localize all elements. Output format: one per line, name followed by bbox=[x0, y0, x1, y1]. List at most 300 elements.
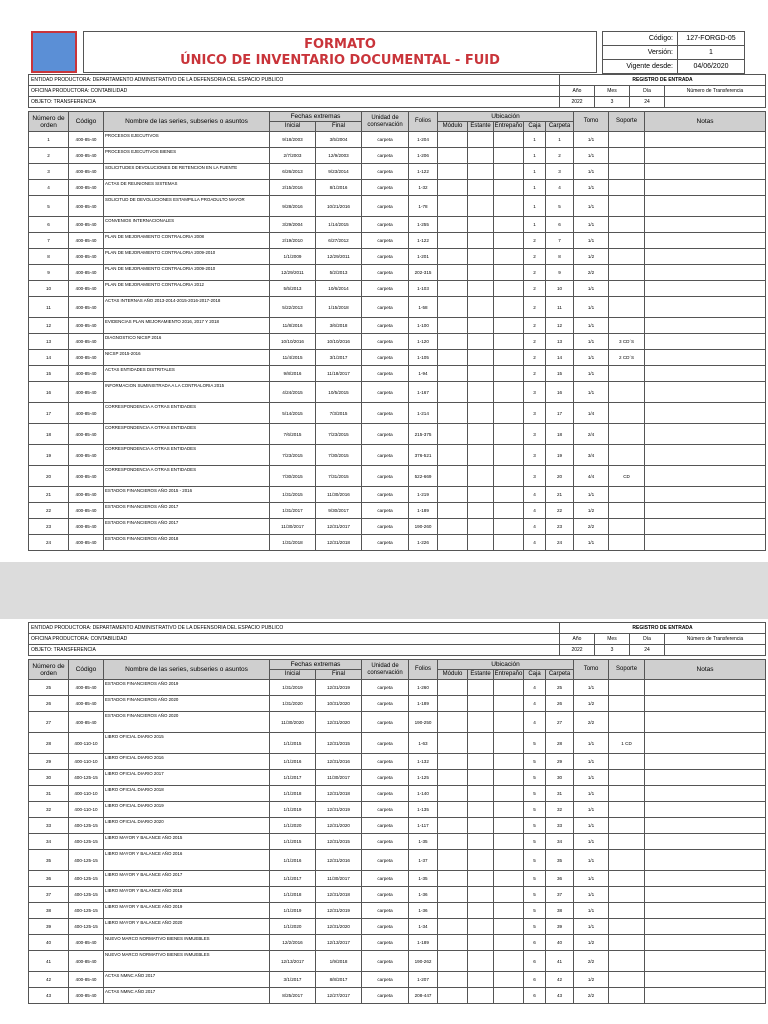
cell-codigo: 400-85-40 bbox=[69, 712, 104, 733]
cell-numero-orden: 16 bbox=[29, 382, 69, 403]
objeto: OBJETO: TRANSFERENCIA bbox=[29, 645, 560, 656]
cell-entrepano bbox=[494, 786, 524, 802]
cell-nombre-serie: ESTADOS FINANCIEROS AÑO 2015 - 2016 bbox=[104, 487, 270, 503]
cell-tomo: 1/1 bbox=[574, 903, 609, 919]
cell-estante bbox=[468, 503, 494, 519]
cell-fecha-final: 12/31/2018 bbox=[316, 535, 362, 551]
cell-entrepano bbox=[494, 164, 524, 180]
cell-nombre-serie: SOLICITUDES DEVOLUCIONES DE RETENCION EN LA FUENTE bbox=[104, 164, 270, 180]
cell-folios: 1-35 bbox=[409, 871, 438, 887]
cell-notas bbox=[645, 680, 766, 696]
col-tomo: Tomo bbox=[574, 112, 609, 132]
table-row bbox=[29, 988, 766, 1004]
cell-tomo: 2/2 bbox=[574, 519, 609, 535]
cell-fecha-inicial: 7/6/2015 bbox=[270, 424, 316, 445]
col-carpeta: Carpeta bbox=[546, 122, 574, 132]
cell-entrepano bbox=[494, 180, 524, 196]
cell-carpeta: 33 bbox=[546, 818, 574, 834]
cell-tomo: 1/1 bbox=[574, 770, 609, 786]
cell-tomo: 1/1 bbox=[574, 802, 609, 818]
cell-estante bbox=[468, 318, 494, 334]
cell-soporte bbox=[609, 196, 645, 217]
cell-numero-orden: 23 bbox=[29, 519, 69, 535]
cell-notas bbox=[645, 834, 766, 850]
cell-caja: 4 bbox=[524, 519, 546, 535]
cell-codigo: 400-85-40 bbox=[69, 297, 104, 318]
cell-fecha-final: 1/9/2018 bbox=[316, 951, 362, 972]
cell-modulo bbox=[438, 786, 468, 802]
cell-soporte bbox=[609, 802, 645, 818]
cell-fecha-inicial: 3/29/2004 bbox=[270, 217, 316, 233]
cell-modulo bbox=[438, 281, 468, 297]
cell-estante bbox=[468, 887, 494, 903]
cell-modulo bbox=[438, 712, 468, 733]
cell-soporte: 2 CD´S bbox=[609, 350, 645, 366]
cell-caja: 5 bbox=[524, 834, 546, 850]
cell-codigo: 400-85-40 bbox=[69, 424, 104, 445]
cell-codigo: 400-85-40 bbox=[69, 951, 104, 972]
cell-notas bbox=[645, 786, 766, 802]
cell-folios: 190-262 bbox=[409, 951, 438, 972]
cell-soporte bbox=[609, 318, 645, 334]
cell-tomo: 1/1 bbox=[574, 919, 609, 935]
title-line-2: ÚNICO DE INVENTARIO DOCUMENTAL - FUID bbox=[180, 53, 500, 68]
cell-nombre-serie: CONVENIOS INTERNACIONALES bbox=[104, 217, 270, 233]
cell-unidad: carpeta bbox=[362, 818, 409, 834]
cell-notas bbox=[645, 487, 766, 503]
cell-entrepano bbox=[494, 770, 524, 786]
cell-fecha-inicial: 12/13/2017 bbox=[270, 951, 316, 972]
cell-modulo bbox=[438, 445, 468, 466]
cell-entrepano bbox=[494, 519, 524, 535]
cell-caja: 5 bbox=[524, 770, 546, 786]
cell-fecha-inicial: 1/1/2015 bbox=[270, 834, 316, 850]
meta-value: 127-FORGD-05 bbox=[678, 32, 745, 46]
cell-folios: 1-105 bbox=[409, 350, 438, 366]
form-title bbox=[83, 31, 597, 73]
cell-fecha-final: 7/23/2015 bbox=[316, 424, 362, 445]
cell-soporte bbox=[609, 132, 645, 148]
cell-notas bbox=[645, 217, 766, 233]
col-caja: Caja bbox=[524, 670, 546, 680]
cell-caja: 5 bbox=[524, 818, 546, 834]
cell-notas bbox=[645, 382, 766, 403]
table-row bbox=[29, 382, 766, 403]
cell-notas bbox=[645, 265, 766, 281]
cell-unidad: carpeta bbox=[362, 424, 409, 445]
table-row bbox=[29, 487, 766, 503]
cell-caja: 4 bbox=[524, 503, 546, 519]
table-row bbox=[29, 350, 766, 366]
cell-carpeta: 22 bbox=[546, 503, 574, 519]
cell-soporte bbox=[609, 503, 645, 519]
cell-tomo: 2/4 bbox=[574, 424, 609, 445]
cell-soporte bbox=[609, 680, 645, 696]
cell-tomo: 1/1 bbox=[574, 233, 609, 249]
cell-nombre-serie: ACTAS NMNC AÑO 2017 bbox=[104, 988, 270, 1004]
cell-folios: 1-135 bbox=[409, 802, 438, 818]
cell-tomo: 1/1 bbox=[574, 180, 609, 196]
cell-notas bbox=[645, 297, 766, 318]
cell-fecha-final: 11/30/2017 bbox=[316, 770, 362, 786]
cell-estante bbox=[468, 754, 494, 770]
cell-tomo: 2/2 bbox=[574, 951, 609, 972]
cell-modulo bbox=[438, 318, 468, 334]
cell-tomo: 1/2 bbox=[574, 503, 609, 519]
cell-entrepano bbox=[494, 696, 524, 712]
cell-carpeta: 16 bbox=[546, 382, 574, 403]
cell-estante bbox=[468, 334, 494, 350]
cell-modulo bbox=[438, 334, 468, 350]
cell-fecha-inicial: 2/7/2003 bbox=[270, 148, 316, 164]
cell-numero-orden: 26 bbox=[29, 696, 69, 712]
cell-caja: 5 bbox=[524, 887, 546, 903]
cell-entrepano bbox=[494, 935, 524, 951]
cell-numero-orden: 8 bbox=[29, 249, 69, 265]
cell-entrepano bbox=[494, 951, 524, 972]
cell-entrepano bbox=[494, 217, 524, 233]
meta-label: Vigente desde: bbox=[603, 60, 678, 74]
cell-carpeta: 31 bbox=[546, 786, 574, 802]
cell-nombre-serie: DIAGNOSTICO NICSP 2016 bbox=[104, 334, 270, 350]
cell-fecha-final: 12/31/2019 bbox=[316, 680, 362, 696]
cell-numero-orden: 33 bbox=[29, 818, 69, 834]
cell-carpeta: 40 bbox=[546, 935, 574, 951]
cell-fecha-inicial: 11/4/2015 bbox=[270, 350, 316, 366]
cell-caja: 3 bbox=[524, 403, 546, 424]
cell-caja: 6 bbox=[524, 988, 546, 1004]
cell-carpeta: 12 bbox=[546, 318, 574, 334]
cell-entrepano bbox=[494, 754, 524, 770]
cell-numero-orden: 20 bbox=[29, 466, 69, 487]
cell-unidad: carpeta bbox=[362, 318, 409, 334]
cell-notas bbox=[645, 180, 766, 196]
cell-tomo: 1/1 bbox=[574, 733, 609, 754]
cell-modulo bbox=[438, 818, 468, 834]
cell-entrepano bbox=[494, 887, 524, 903]
table-row bbox=[29, 403, 766, 424]
cell-entrepano bbox=[494, 818, 524, 834]
cell-folios: 1-226 bbox=[409, 535, 438, 551]
cell-tomo: 1/2 bbox=[574, 972, 609, 988]
cell-unidad: carpeta bbox=[362, 834, 409, 850]
cell-carpeta: 11 bbox=[546, 297, 574, 318]
cell-numero-orden: 30 bbox=[29, 770, 69, 786]
cell-folios: 1-189 bbox=[409, 935, 438, 951]
cell-fecha-final: 12/31/2020 bbox=[316, 712, 362, 733]
cell-folios: 1-122 bbox=[409, 164, 438, 180]
col-fechas-extremas: Fechas extremas bbox=[270, 660, 362, 670]
cell-codigo: 400-125-15 bbox=[69, 919, 104, 935]
cell-notas bbox=[645, 164, 766, 180]
cell-numero-orden: 2 bbox=[29, 148, 69, 164]
cell-unidad: carpeta bbox=[362, 919, 409, 935]
cell-caja: 5 bbox=[524, 919, 546, 935]
cell-notas bbox=[645, 281, 766, 297]
cell-nombre-serie: PLAN DE MEJORAMIENTO CONTRALORIA 2009-2010 bbox=[104, 249, 270, 265]
table-row bbox=[29, 466, 766, 487]
cell-unidad: carpeta bbox=[362, 382, 409, 403]
info-grid-2 bbox=[28, 622, 766, 656]
cell-estante bbox=[468, 297, 494, 318]
cell-modulo bbox=[438, 466, 468, 487]
cell-caja: 2 bbox=[524, 318, 546, 334]
cell-caja: 5 bbox=[524, 850, 546, 871]
cell-estante bbox=[468, 680, 494, 696]
cell-tomo: 1/1 bbox=[574, 382, 609, 403]
cell-folios: 202-315 bbox=[409, 265, 438, 281]
cell-numero-orden: 12 bbox=[29, 318, 69, 334]
cell-unidad: carpeta bbox=[362, 712, 409, 733]
cell-fecha-inicial: 1/31/2015 bbox=[270, 487, 316, 503]
cell-notas bbox=[645, 445, 766, 466]
cell-modulo bbox=[438, 403, 468, 424]
inventory-table-1 bbox=[28, 111, 766, 551]
cell-estante bbox=[468, 164, 494, 180]
cell-soporte bbox=[609, 148, 645, 164]
table-row bbox=[29, 951, 766, 972]
cell-unidad: carpeta bbox=[362, 366, 409, 382]
numero-transferencia-value bbox=[665, 97, 766, 108]
meta-label: Versión: bbox=[603, 46, 678, 60]
cell-carpeta: 36 bbox=[546, 871, 574, 887]
entidad-productora: ENTIDAD PRODUCTORA: DEPARTAMENTO ADMINISTRATIVO DE LA DEFENSORIA DEL ESPACIO PUBLICO bbox=[29, 75, 560, 86]
cell-fecha-inicial: 1/31/2019 bbox=[270, 680, 316, 696]
cell-unidad: carpeta bbox=[362, 164, 409, 180]
cell-carpeta: 1 bbox=[546, 132, 574, 148]
cell-entrepano bbox=[494, 297, 524, 318]
cell-soporte bbox=[609, 972, 645, 988]
cell-unidad: carpeta bbox=[362, 249, 409, 265]
cell-modulo bbox=[438, 180, 468, 196]
cell-codigo: 400-85-40 bbox=[69, 535, 104, 551]
cell-folios: 1-132 bbox=[409, 754, 438, 770]
cell-entrepano bbox=[494, 382, 524, 403]
cell-numero-orden: 11 bbox=[29, 297, 69, 318]
table-row bbox=[29, 535, 766, 551]
cell-folios: 190-250 bbox=[409, 712, 438, 733]
cell-fecha-final: 11/30/2016 bbox=[316, 487, 362, 503]
cell-notas bbox=[645, 802, 766, 818]
cell-estante bbox=[468, 445, 494, 466]
cell-fecha-inicial: 5/22/2013 bbox=[270, 297, 316, 318]
cell-folios: 1-255 bbox=[409, 217, 438, 233]
cell-fecha-final: 10/21/2016 bbox=[316, 196, 362, 217]
cell-fecha-inicial: 1/1/2018 bbox=[270, 887, 316, 903]
cell-notas bbox=[645, 519, 766, 535]
cell-unidad: carpeta bbox=[362, 445, 409, 466]
cell-estante bbox=[468, 802, 494, 818]
cell-notas bbox=[645, 403, 766, 424]
mes-label: Mes bbox=[595, 634, 630, 645]
table-row bbox=[29, 318, 766, 334]
cell-nombre-serie: CORRESPONDENCIA A OTRAS ENTIDADES bbox=[104, 466, 270, 487]
cell-nombre-serie: LIBRO OFICIAL DIARIO 2020 bbox=[104, 818, 270, 834]
cell-folios: 215-375 bbox=[409, 424, 438, 445]
cell-fecha-final: 12/31/2020 bbox=[316, 919, 362, 935]
cell-numero-orden: 17 bbox=[29, 403, 69, 424]
cell-soporte bbox=[609, 903, 645, 919]
cell-folios: 1-63 bbox=[409, 733, 438, 754]
cell-tomo: 1/1 bbox=[574, 334, 609, 350]
cell-carpeta: 29 bbox=[546, 754, 574, 770]
cell-modulo bbox=[438, 132, 468, 148]
cell-modulo bbox=[438, 951, 468, 972]
cell-unidad: carpeta bbox=[362, 850, 409, 871]
cell-tomo: 1/1 bbox=[574, 887, 609, 903]
cell-tomo: 1/2 bbox=[574, 696, 609, 712]
cell-numero-orden: 18 bbox=[29, 424, 69, 445]
cell-nombre-serie: NUEVO MARCO NORMATIVO BIENES INMUEBLES bbox=[104, 935, 270, 951]
cell-fecha-inicial: 1/1/2017 bbox=[270, 871, 316, 887]
cell-folios: 1-36 bbox=[409, 903, 438, 919]
cell-unidad: carpeta bbox=[362, 733, 409, 754]
cell-caja: 2 bbox=[524, 350, 546, 366]
cell-nombre-serie: ESTADOS FINANCIEROS AÑO 2018 bbox=[104, 535, 270, 551]
cell-estante bbox=[468, 834, 494, 850]
cell-carpeta: 25 bbox=[546, 680, 574, 696]
cell-modulo bbox=[438, 350, 468, 366]
cell-caja: 2 bbox=[524, 265, 546, 281]
col-estante: Estante bbox=[468, 122, 494, 132]
cell-soporte bbox=[609, 424, 645, 445]
cell-codigo: 400-85-40 bbox=[69, 487, 104, 503]
cell-fecha-inicial: 12/2/2016 bbox=[270, 935, 316, 951]
cell-caja: 2 bbox=[524, 366, 546, 382]
cell-entrepano bbox=[494, 919, 524, 935]
dia-value: 24 bbox=[630, 97, 665, 108]
cell-fecha-final: 12/31/2016 bbox=[316, 850, 362, 871]
cell-estante bbox=[468, 786, 494, 802]
col-soporte: Soporte bbox=[609, 112, 645, 132]
cell-folios: 1-207 bbox=[409, 972, 438, 988]
cell-fecha-inicial: 11/8/2016 bbox=[270, 318, 316, 334]
cell-nombre-serie: LIBRO MAYOR Y BALANCE AÑO 2016 bbox=[104, 850, 270, 871]
cell-notas bbox=[645, 233, 766, 249]
cell-entrepano bbox=[494, 802, 524, 818]
cell-folios: 1-100 bbox=[409, 318, 438, 334]
cell-numero-orden: 13 bbox=[29, 334, 69, 350]
col-folios: Folios bbox=[409, 112, 438, 132]
table-row bbox=[29, 180, 766, 196]
cell-unidad: carpeta bbox=[362, 903, 409, 919]
cell-unidad: carpeta bbox=[362, 233, 409, 249]
cell-modulo bbox=[438, 935, 468, 951]
cell-entrepano bbox=[494, 988, 524, 1004]
cell-notas bbox=[645, 350, 766, 366]
cell-soporte: 1 CD bbox=[609, 733, 645, 754]
cell-fecha-final: 3/6/2018 bbox=[316, 318, 362, 334]
cell-numero-orden: 34 bbox=[29, 834, 69, 850]
cell-carpeta: 30 bbox=[546, 770, 574, 786]
cell-tomo: 1/1 bbox=[574, 786, 609, 802]
col-soporte: Soporte bbox=[609, 660, 645, 680]
cell-fecha-final: 12/29/2011 bbox=[316, 249, 362, 265]
cell-soporte bbox=[609, 265, 645, 281]
cell-numero-orden: 9 bbox=[29, 265, 69, 281]
cell-soporte bbox=[609, 834, 645, 850]
cell-numero-orden: 27 bbox=[29, 712, 69, 733]
cell-estante bbox=[468, 972, 494, 988]
cell-modulo bbox=[438, 871, 468, 887]
cell-codigo: 400-85-40 bbox=[69, 148, 104, 164]
cell-tomo: 1/2 bbox=[574, 249, 609, 265]
cell-notas bbox=[645, 424, 766, 445]
cell-estante bbox=[468, 180, 494, 196]
cell-unidad: carpeta bbox=[362, 696, 409, 712]
table-row bbox=[29, 281, 766, 297]
cell-estante bbox=[468, 265, 494, 281]
cell-soporte bbox=[609, 935, 645, 951]
col-unidad-conservacion: Unidad de conservación bbox=[362, 112, 409, 132]
cell-fecha-final: 7/3/2015 bbox=[316, 403, 362, 424]
cell-codigo: 400-125-15 bbox=[69, 903, 104, 919]
cell-notas bbox=[645, 935, 766, 951]
cell-folios: 1-94 bbox=[409, 366, 438, 382]
cell-notas bbox=[645, 850, 766, 871]
table-row bbox=[29, 818, 766, 834]
cell-tomo: 1/1 bbox=[574, 281, 609, 297]
cell-caja: 6 bbox=[524, 935, 546, 951]
cell-fecha-inicial: 1/1/2019 bbox=[270, 903, 316, 919]
cell-notas bbox=[645, 887, 766, 903]
cell-codigo: 400-125-15 bbox=[69, 887, 104, 903]
cell-caja: 1 bbox=[524, 180, 546, 196]
cell-estante bbox=[468, 424, 494, 445]
col-tomo: Tomo bbox=[574, 660, 609, 680]
cell-fecha-inicial: 1/1/2020 bbox=[270, 919, 316, 935]
cell-codigo: 400-85-40 bbox=[69, 403, 104, 424]
table-row bbox=[29, 834, 766, 850]
cell-carpeta: 34 bbox=[546, 834, 574, 850]
col-numero-orden: Número de orden bbox=[29, 660, 69, 680]
cell-fecha-final: 12/31/2020 bbox=[316, 818, 362, 834]
table-row bbox=[29, 334, 766, 350]
cell-estante bbox=[468, 850, 494, 871]
cell-fecha-final: 1/15/2018 bbox=[316, 297, 362, 318]
cell-estante bbox=[468, 403, 494, 424]
cell-numero-orden: 22 bbox=[29, 503, 69, 519]
cell-nombre-serie: LIBRO OFICIAL DIARIO 2019 bbox=[104, 802, 270, 818]
cell-entrepano bbox=[494, 903, 524, 919]
cell-soporte bbox=[609, 786, 645, 802]
cell-tomo: 2/2 bbox=[574, 265, 609, 281]
col-modulo: Módulo bbox=[438, 122, 468, 132]
cell-notas bbox=[645, 249, 766, 265]
cell-fecha-inicial: 6/26/2013 bbox=[270, 164, 316, 180]
table-row bbox=[29, 196, 766, 217]
cell-estante bbox=[468, 712, 494, 733]
cell-unidad: carpeta bbox=[362, 535, 409, 551]
mes-value: 3 bbox=[595, 97, 630, 108]
cell-modulo bbox=[438, 233, 468, 249]
cell-unidad: carpeta bbox=[362, 887, 409, 903]
cell-caja: 5 bbox=[524, 754, 546, 770]
cell-caja: 5 bbox=[524, 786, 546, 802]
cell-tomo: 1/1 bbox=[574, 834, 609, 850]
dia-label: Día bbox=[630, 86, 665, 97]
cell-tomo: 1/1 bbox=[574, 350, 609, 366]
cell-fecha-inicial: 1/1/2018 bbox=[270, 786, 316, 802]
cell-entrepano bbox=[494, 871, 524, 887]
cell-entrepano bbox=[494, 445, 524, 466]
cell-estante bbox=[468, 951, 494, 972]
cell-fecha-inicial: 1/1/2015 bbox=[270, 733, 316, 754]
cell-fecha-inicial: 2/19/2010 bbox=[270, 233, 316, 249]
cell-fecha-inicial: 1/1/2019 bbox=[270, 802, 316, 818]
cell-modulo bbox=[438, 535, 468, 551]
cell-modulo bbox=[438, 770, 468, 786]
